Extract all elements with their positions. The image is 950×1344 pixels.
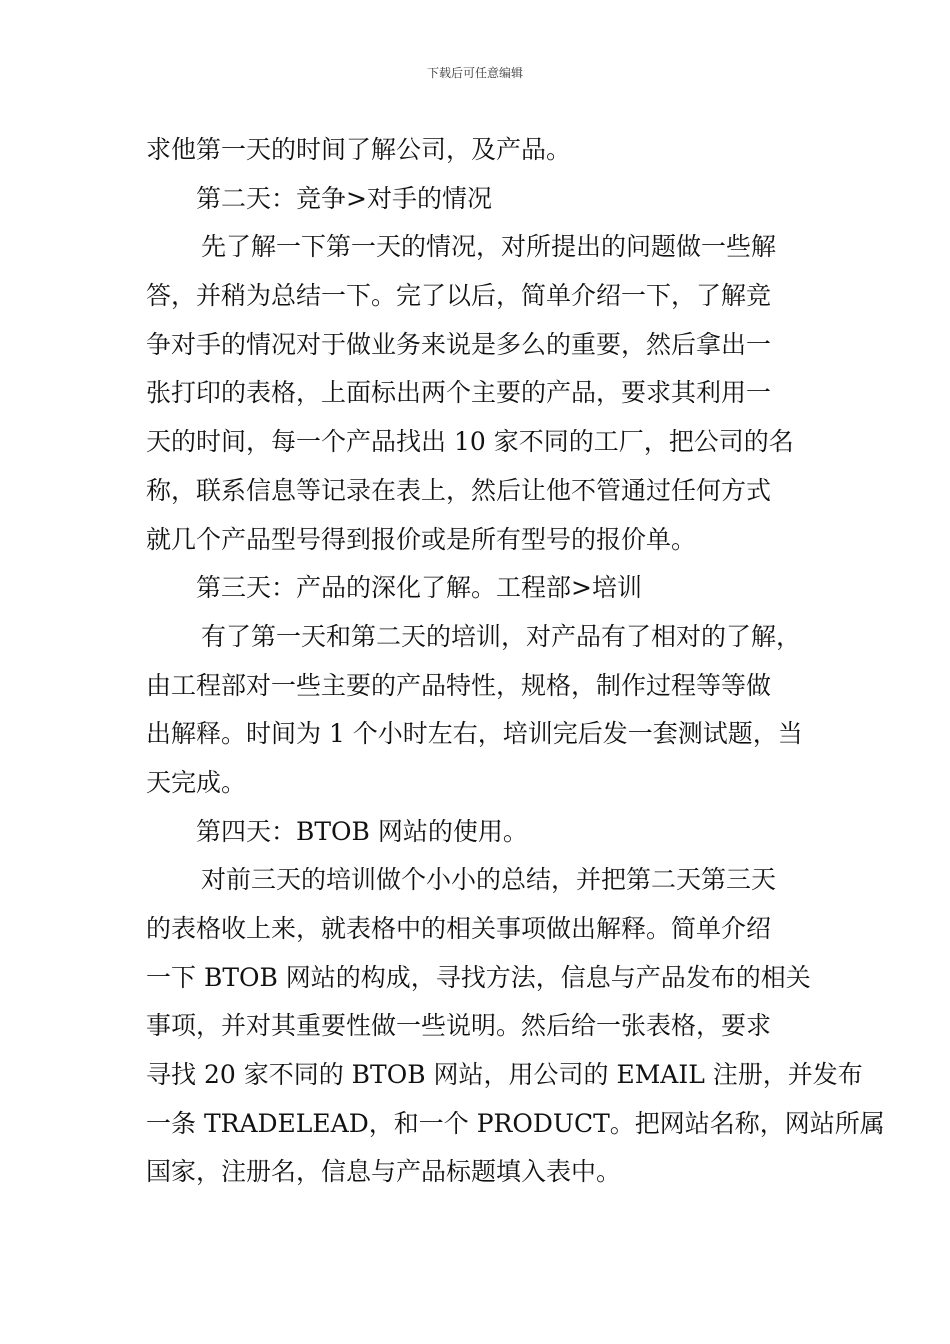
text-line: 争对手的情况对于做业务来说是多么的重要，然后拿出一 bbox=[146, 329, 772, 359]
text-line: 出解释。时间为 1 个小时左右，培训完后发一套测试题，当 bbox=[146, 719, 803, 749]
text-line: 天完成。 bbox=[146, 767, 247, 797]
text-line: 一条 TRADELEAD，和一个 PRODUCT。把网站名称，网站所属 bbox=[146, 1108, 885, 1138]
text-line: 答，并稍为总结一下。完了以后，简单介绍一下，了解竞 bbox=[146, 281, 772, 311]
text-line: 张打印的表格，上面标出两个主要的产品，要求其利用一 bbox=[146, 378, 772, 408]
text-line: 事项，并对其重要性做一些说明。然后给一张表格，要求 bbox=[146, 1011, 772, 1041]
section-heading-day-four: 第四天：BTOB 网站的使用。 bbox=[196, 816, 528, 846]
text-line: 有了第一天和第二天的培训，对产品有了相对的了解， bbox=[201, 621, 802, 651]
page-header: 下载后可任意编辑 bbox=[426, 66, 523, 80]
text-line: 求他第一天的时间了解公司，及产品。 bbox=[146, 135, 572, 164]
text-line: 寻找 20 家不同的 BTOB 网站，用公司的 EMAIL 注册，并发布 bbox=[146, 1060, 863, 1090]
text-line: 先了解一下第一天的情况，对所提出的问题做一些解 bbox=[201, 232, 777, 262]
text-line: 一下 BTOB 网站的构成，寻找方法，信息与产品发布的相关 bbox=[146, 962, 811, 992]
section-heading-day-three: 第三天：产品的深化了解。工程部>培训 bbox=[196, 573, 642, 603]
text-line: 称，联系信息等记录在表上，然后让他不管通过任何方式 bbox=[146, 475, 772, 505]
text-line: 对前三天的培训做个小小的总结，并把第二天第三天 bbox=[201, 865, 777, 895]
document-body bbox=[146, 126, 885, 1197]
text-line: 的表格收上来，就表格中的相关事项做出解释。简单介绍 bbox=[146, 914, 772, 943]
text-line: 天的时间，每一个产品找出 10 家不同的工厂，把公司的名 bbox=[146, 427, 794, 457]
text-line: 就几个产品型号得到报价或是所有型号的报价单。 bbox=[146, 524, 697, 554]
text-line: 由工程部对一些主要的产品特性，规格，制作过程等等做 bbox=[146, 670, 772, 700]
section-heading-day-two: 第二天：竞争>对手的情况 bbox=[196, 183, 492, 213]
text-line: 国家，注册名，信息与产品标题填入表中。 bbox=[146, 1157, 622, 1187]
